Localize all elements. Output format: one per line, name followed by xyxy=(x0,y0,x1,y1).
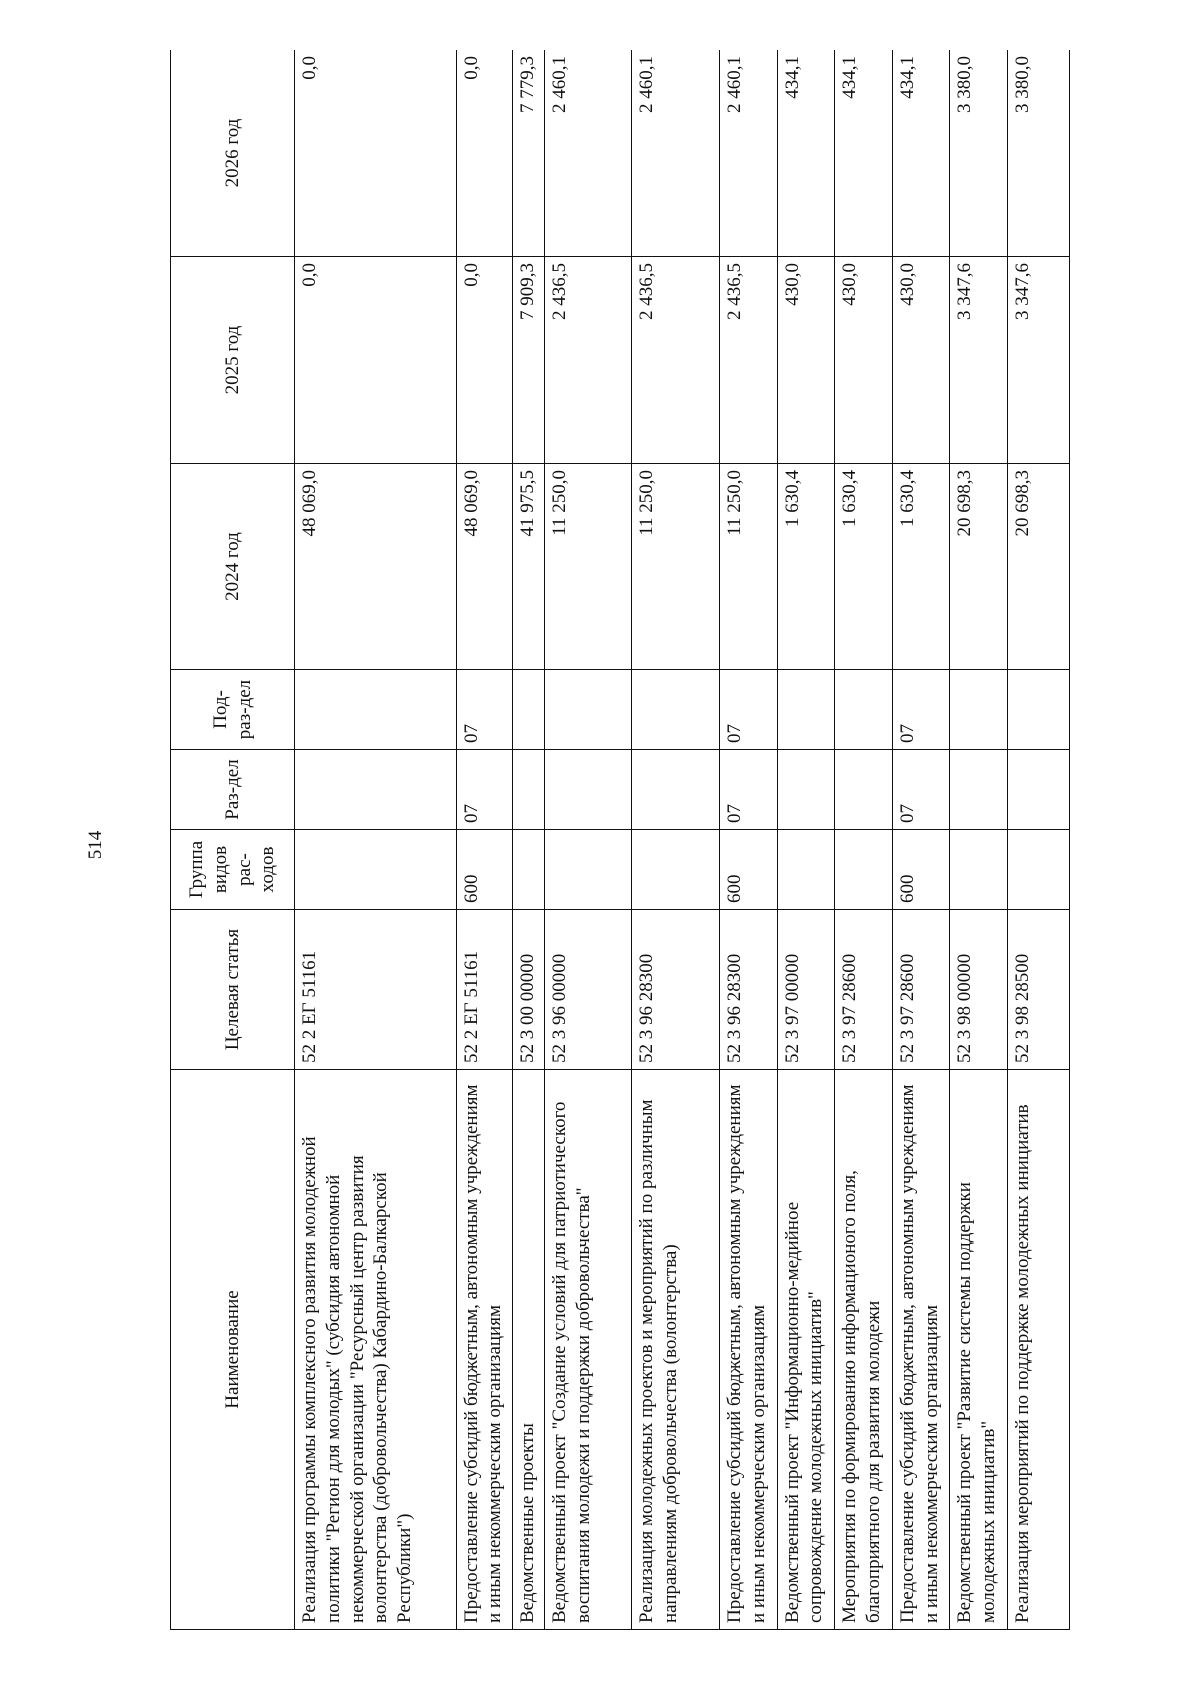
cell-2026: 3 380,0 xyxy=(950,50,1008,257)
table-row xyxy=(892,50,950,1630)
cell-name: Реализация молодежных проектов и мероприятий по различным направлениям добровольчества (волонтерства) xyxy=(632,1070,720,1630)
cell-name: Предоставление субсидий бюджетным, автономным учреждениям и иным некоммерческим организациям xyxy=(456,1070,513,1630)
cell-2026: 434,1 xyxy=(892,50,950,257)
cell-name: Ведомственные проекты xyxy=(513,1070,545,1630)
table-row xyxy=(1008,50,1070,1630)
cell-target: 52 3 96 28300 xyxy=(632,910,720,1070)
cell-group: 600 xyxy=(719,830,777,910)
cell-2025: 0,0 xyxy=(295,257,457,464)
cell-razdel xyxy=(632,750,720,830)
table-row xyxy=(456,50,513,1630)
cell-2024: 48 069,0 xyxy=(456,464,513,670)
cell-2024: 1 630,4 xyxy=(892,464,950,670)
cell-2026: 2 460,1 xyxy=(719,50,777,257)
cell-group xyxy=(777,830,835,910)
cell-podrazdel xyxy=(632,670,720,750)
cell-razdel: 07 xyxy=(719,750,777,830)
cell-group xyxy=(1008,830,1070,910)
cell-name: Ведомственный проект "Создание условий для патриотического воспитания молодежи и поддержки добровольчества" xyxy=(544,1070,632,1630)
cell-razdel: 07 xyxy=(456,750,513,830)
table-row xyxy=(835,50,893,1630)
table-row xyxy=(777,50,835,1630)
cell-2026: 434,1 xyxy=(777,50,835,257)
cell-target: 52 3 98 28500 xyxy=(1008,910,1070,1070)
cell-2024: 1 630,4 xyxy=(777,464,835,670)
budget-table xyxy=(170,50,1070,1630)
cell-2024: 41 975,5 xyxy=(513,464,545,670)
cell-2024: 1 630,4 xyxy=(835,464,893,670)
cell-razdel xyxy=(513,750,545,830)
cell-group xyxy=(950,830,1008,910)
cell-group xyxy=(544,830,632,910)
cell-podrazdel: 07 xyxy=(719,670,777,750)
cell-2024: 11 250,0 xyxy=(719,464,777,670)
page-number-text: 514 xyxy=(85,830,106,860)
cell-2024: 11 250,0 xyxy=(632,464,720,670)
cell-razdel xyxy=(544,750,632,830)
cell-2025: 430,0 xyxy=(835,257,893,464)
cell-group xyxy=(295,830,457,910)
cell-podrazdel xyxy=(295,670,457,750)
cell-2025: 7 909,3 xyxy=(513,257,545,464)
header-2026: 2026 год xyxy=(171,50,295,257)
cell-2026: 0,0 xyxy=(295,50,457,257)
cell-name: Предоставление субсидий бюджетным, автономным учреждениям и иным некоммерческим организациям xyxy=(892,1070,950,1630)
cell-name: Ведомственный проект "Информационно-медийное сопровождение молодежных инициатив" xyxy=(777,1070,835,1630)
cell-target: 52 3 98 00000 xyxy=(950,910,1008,1070)
cell-podrazdel: 07 xyxy=(892,670,950,750)
header-name: Наименование xyxy=(171,1070,295,1630)
cell-2025: 430,0 xyxy=(892,257,950,464)
cell-razdel xyxy=(1008,750,1070,830)
cell-target: 52 3 97 00000 xyxy=(777,910,835,1070)
header-podrazdel: Под-раз-дел xyxy=(171,670,295,750)
cell-target: 52 3 96 00000 xyxy=(544,910,632,1070)
cell-podrazdel: 07 xyxy=(456,670,513,750)
header-2024: 2024 год xyxy=(171,464,295,670)
table-row xyxy=(295,50,457,1630)
cell-name: Предоставление субсидий бюджетным, автономным учреждениям и иным некоммерческим организациям xyxy=(719,1070,777,1630)
cell-name: Реализация программы комплексного развития молодежной политики "Регион для молодых" (субсидия автономной некоммерческой организации "Ресурсный центр развития волонтерства (добровольчества) Кабардино-Балкарской Республики") xyxy=(295,1070,457,1630)
cell-podrazdel xyxy=(835,670,893,750)
page-number xyxy=(84,795,108,895)
cell-podrazdel xyxy=(544,670,632,750)
cell-group xyxy=(513,830,545,910)
cell-target: 52 3 00 00000 xyxy=(513,910,545,1070)
table-body xyxy=(295,50,1070,1630)
cell-2026: 2 460,1 xyxy=(544,50,632,257)
header-target: Целевая статья xyxy=(171,910,295,1070)
cell-podrazdel xyxy=(950,670,1008,750)
cell-razdel xyxy=(295,750,457,830)
cell-2025: 2 436,5 xyxy=(632,257,720,464)
cell-2025: 430,0 xyxy=(777,257,835,464)
cell-group: 600 xyxy=(456,830,513,910)
cell-2026: 7 779,3 xyxy=(513,50,545,257)
header-group: Группа видов рас-ходов xyxy=(171,830,295,910)
cell-target: 52 3 96 28300 xyxy=(719,910,777,1070)
cell-2024: 20 698,3 xyxy=(950,464,1008,670)
cell-2025: 2 436,5 xyxy=(719,257,777,464)
header-row xyxy=(171,50,295,1630)
table-row xyxy=(719,50,777,1630)
header-razdel: Раз-дел xyxy=(171,750,295,830)
cell-name: Мероприятия по формированию информационого поля, благоприятного для развития молодежи xyxy=(835,1070,893,1630)
table-row xyxy=(513,50,545,1630)
cell-name: Реализация мероприятий по поддержке молодежных инициатив xyxy=(1008,1070,1070,1630)
table-row xyxy=(544,50,632,1630)
table-container xyxy=(170,50,1070,1630)
cell-razdel xyxy=(950,750,1008,830)
header-2025: 2025 год xyxy=(171,257,295,464)
cell-podrazdel xyxy=(1008,670,1070,750)
cell-podrazdel xyxy=(777,670,835,750)
cell-target: 52 3 97 28600 xyxy=(835,910,893,1070)
cell-target: 52 2 ЕГ 51161 xyxy=(456,910,513,1070)
cell-razdel xyxy=(777,750,835,830)
cell-target: 52 3 97 28600 xyxy=(892,910,950,1070)
cell-2026: 3 380,0 xyxy=(1008,50,1070,257)
cell-2024: 11 250,0 xyxy=(544,464,632,670)
table-row xyxy=(632,50,720,1630)
cell-podrazdel xyxy=(513,670,545,750)
cell-2024: 20 698,3 xyxy=(1008,464,1070,670)
cell-2025: 0,0 xyxy=(456,257,513,464)
cell-2025: 3 347,6 xyxy=(950,257,1008,464)
cell-target: 52 2 ЕГ 51161 xyxy=(295,910,457,1070)
cell-razdel xyxy=(835,750,893,830)
cell-group xyxy=(835,830,893,910)
table-row xyxy=(950,50,1008,1630)
cell-2025: 2 436,5 xyxy=(544,257,632,464)
cell-2026: 2 460,1 xyxy=(632,50,720,257)
cell-group xyxy=(632,830,720,910)
cell-razdel: 07 xyxy=(892,750,950,830)
cell-group: 600 xyxy=(892,830,950,910)
cell-2025: 3 347,6 xyxy=(1008,257,1070,464)
cell-2026: 0,0 xyxy=(456,50,513,257)
cell-2026: 434,1 xyxy=(835,50,893,257)
cell-name: Ведомственный проект "Развитие системы поддержки молодежных инициатив" xyxy=(950,1070,1008,1630)
cell-2024: 48 069,0 xyxy=(295,464,457,670)
